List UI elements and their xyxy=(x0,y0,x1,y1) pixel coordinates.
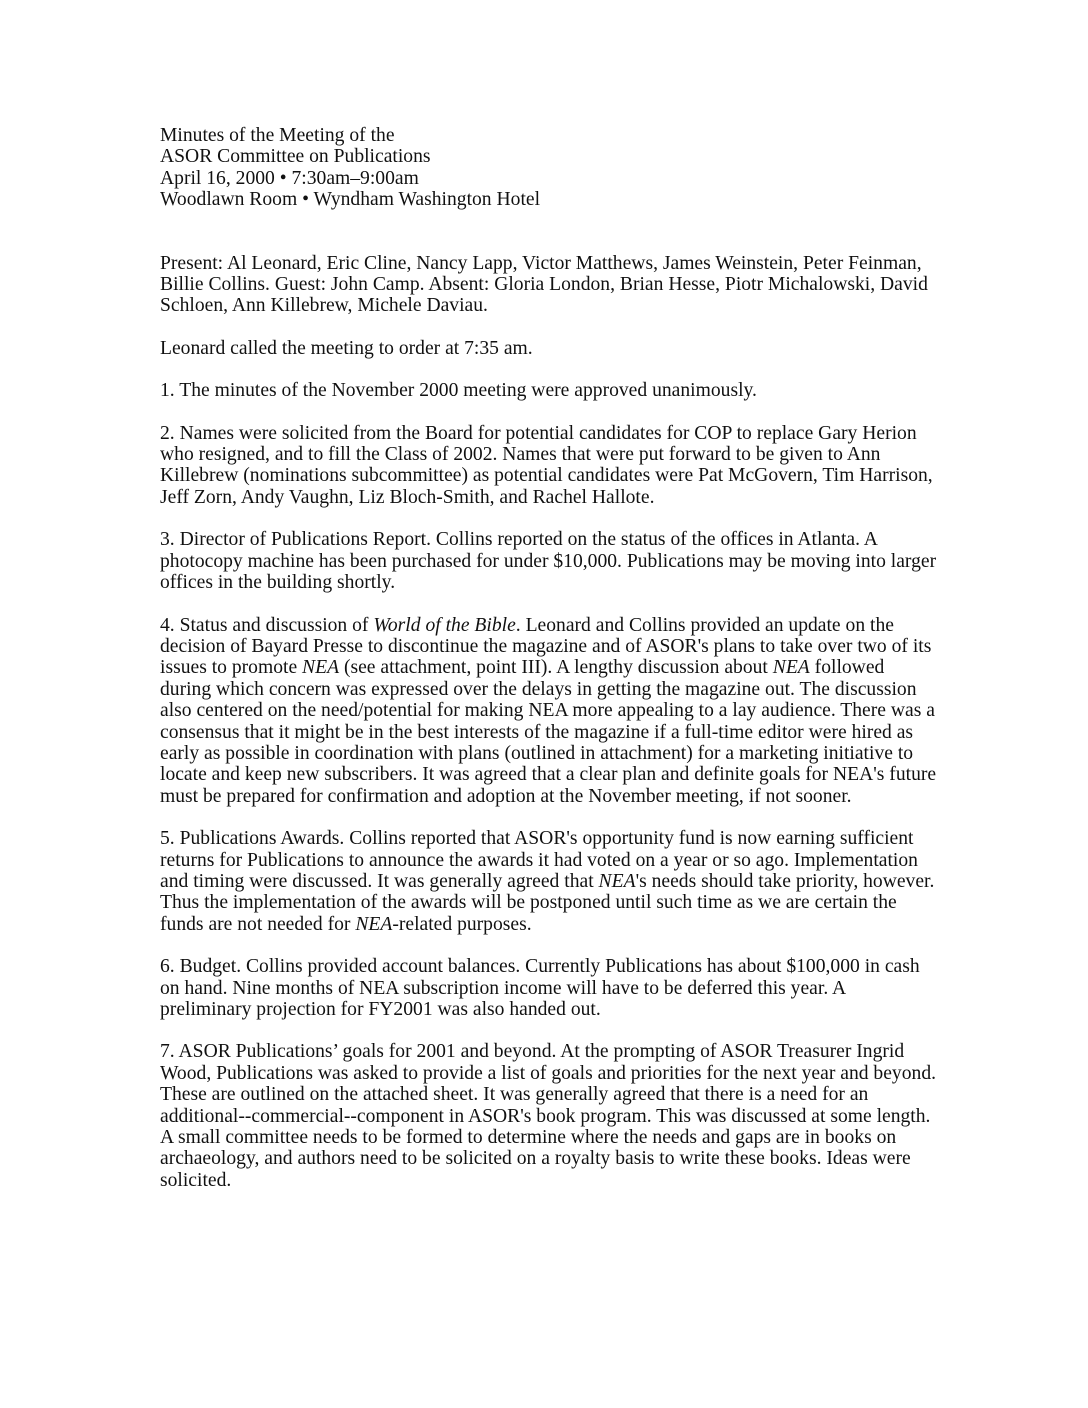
item-text-part: 's needs should take priority, however. Thus the implementation of the awards will be postponed until such time as we are certain the funds are not needed for xyxy=(160,870,935,935)
attendance-paragraph: Present: Al Leonard, Eric Cline, Nancy Lapp, Victor Matthews, James Weinstein, Peter Feinman, Billie Collins. Guest: John Camp. Absent: Gloria London, Brian Hesse, Piotr Michalowski, David Schloen, Ann Killebrew, Michele Daviau. xyxy=(160,252,928,317)
item-text: Names were solicited from the Board for potential candidates for COP to replace Gary Herion who resigned, and to fill the Class of 2002. Names that were put forward to be given to Ann Killebrew (nominations subcommittee) as potential candidates were Pat McGovern, Tim Harrison, Jeff Zorn, Andy Vaughn, Liz Bloch-Smith, and Rachel Hallote. xyxy=(160,422,933,508)
item-text: ASOR Publications’ goals for 2001 and beyond. At the prompting of ASOR Treasurer Ingrid Wood, Publications was asked to provide a list of goals and priorities for the next year and beyond. These are outlined on the attached sheet. It was generally agreed that there is a need for an additional--commercial--component in ASOR's book program. This was discussed at some length. A small committee needs to be formed to determine where the needs and gaps are in books on archaeology, and authors need to be solicited on a royalty basis to write these books. Ideas were solicited. xyxy=(160,1041,937,1191)
item-number: 1. xyxy=(160,380,180,402)
item-number: 3. xyxy=(160,529,180,551)
journal-name: NEA xyxy=(772,657,810,679)
item-1-minutes-approval xyxy=(160,380,940,401)
item-text-part: -related purposes. xyxy=(392,913,532,935)
journal-name: NEA xyxy=(355,913,393,935)
document-page xyxy=(160,125,940,1191)
document-header xyxy=(160,125,940,211)
item-7-goals xyxy=(160,1041,940,1191)
item-6-budget xyxy=(160,956,940,1020)
item-number: 7. xyxy=(160,1041,179,1063)
item-number: 2. xyxy=(160,422,180,444)
header-line-date-time: April 16, 2000 • 7:30am–9:00am xyxy=(160,167,419,189)
item-5-publications-awards xyxy=(160,828,940,935)
item-number: 4. xyxy=(160,614,180,636)
item-text: Director of Publications Report. Collins reported on the status of the offices in Atlanta. A photocopy machine has been purchased for under $10,000. Publications may be moving into larger offices in the building shortly. xyxy=(160,529,937,594)
item-3-director-report xyxy=(160,529,940,593)
item-text-part: . Leonard and Collins provided an update on the decision of Bayard Presse to discontinue the magazine and of ASOR's plans to take over two of its issues to promote xyxy=(160,614,932,679)
header-line-title: Minutes of the Meeting of the xyxy=(160,125,395,146)
item-4-world-of-the-bible xyxy=(160,615,940,808)
item-text: The minutes of the November 2000 meeting were approved unanimously. xyxy=(179,380,757,402)
item-2-nominations xyxy=(160,423,940,509)
item-text: Budget. Collins provided account balances. Currently Publications has about $100,000 in cash on hand. Nine months of NEA subscription income will have to be deferred this year. A preliminary projection for FY2001 was also handed out. xyxy=(160,956,920,1020)
journal-name: NEA xyxy=(598,870,636,892)
item-text-part: Status and discussion of xyxy=(179,614,374,636)
item-text-part: followed during which concern was expressed over the delays in getting the magazine out. The discussion also centered on the need/potential for making NEA more appealing to a lay audience. There was a consensus that it might be in the best interests of the magazine if a full-time editor were hired as early as possible in coordination with plans (outlined in attachment) for a marketing initiative to locate and keep new subscribers. It was agreed that a clear plan and definite goals for NEA's future must be prepared for confirmation and adoption at the November meeting, if not sooner. xyxy=(160,657,937,807)
call-to-order-paragraph: Leonard called the meeting to order at 7:35 am. xyxy=(160,337,533,359)
item-text-part: (see attachment, point III). A lengthy discussion about xyxy=(339,657,773,679)
item-number: 5. xyxy=(160,828,180,850)
journal-name: NEA xyxy=(302,657,340,679)
item-number: 6. xyxy=(160,956,180,978)
publication-title: World of the Bible xyxy=(373,614,516,636)
item-text-part: Publications Awards. Collins reported that ASOR's opportunity fund is now earning sufficient returns for Publications to announce the awards it had voted on a year or so ago. Implementation and timing were discussed. It was generally agreed that xyxy=(160,828,918,892)
header-line-committee: ASOR Committee on Publications xyxy=(160,146,431,168)
header-line-location: Woodlawn Room • Wyndham Washington Hotel xyxy=(160,189,541,211)
